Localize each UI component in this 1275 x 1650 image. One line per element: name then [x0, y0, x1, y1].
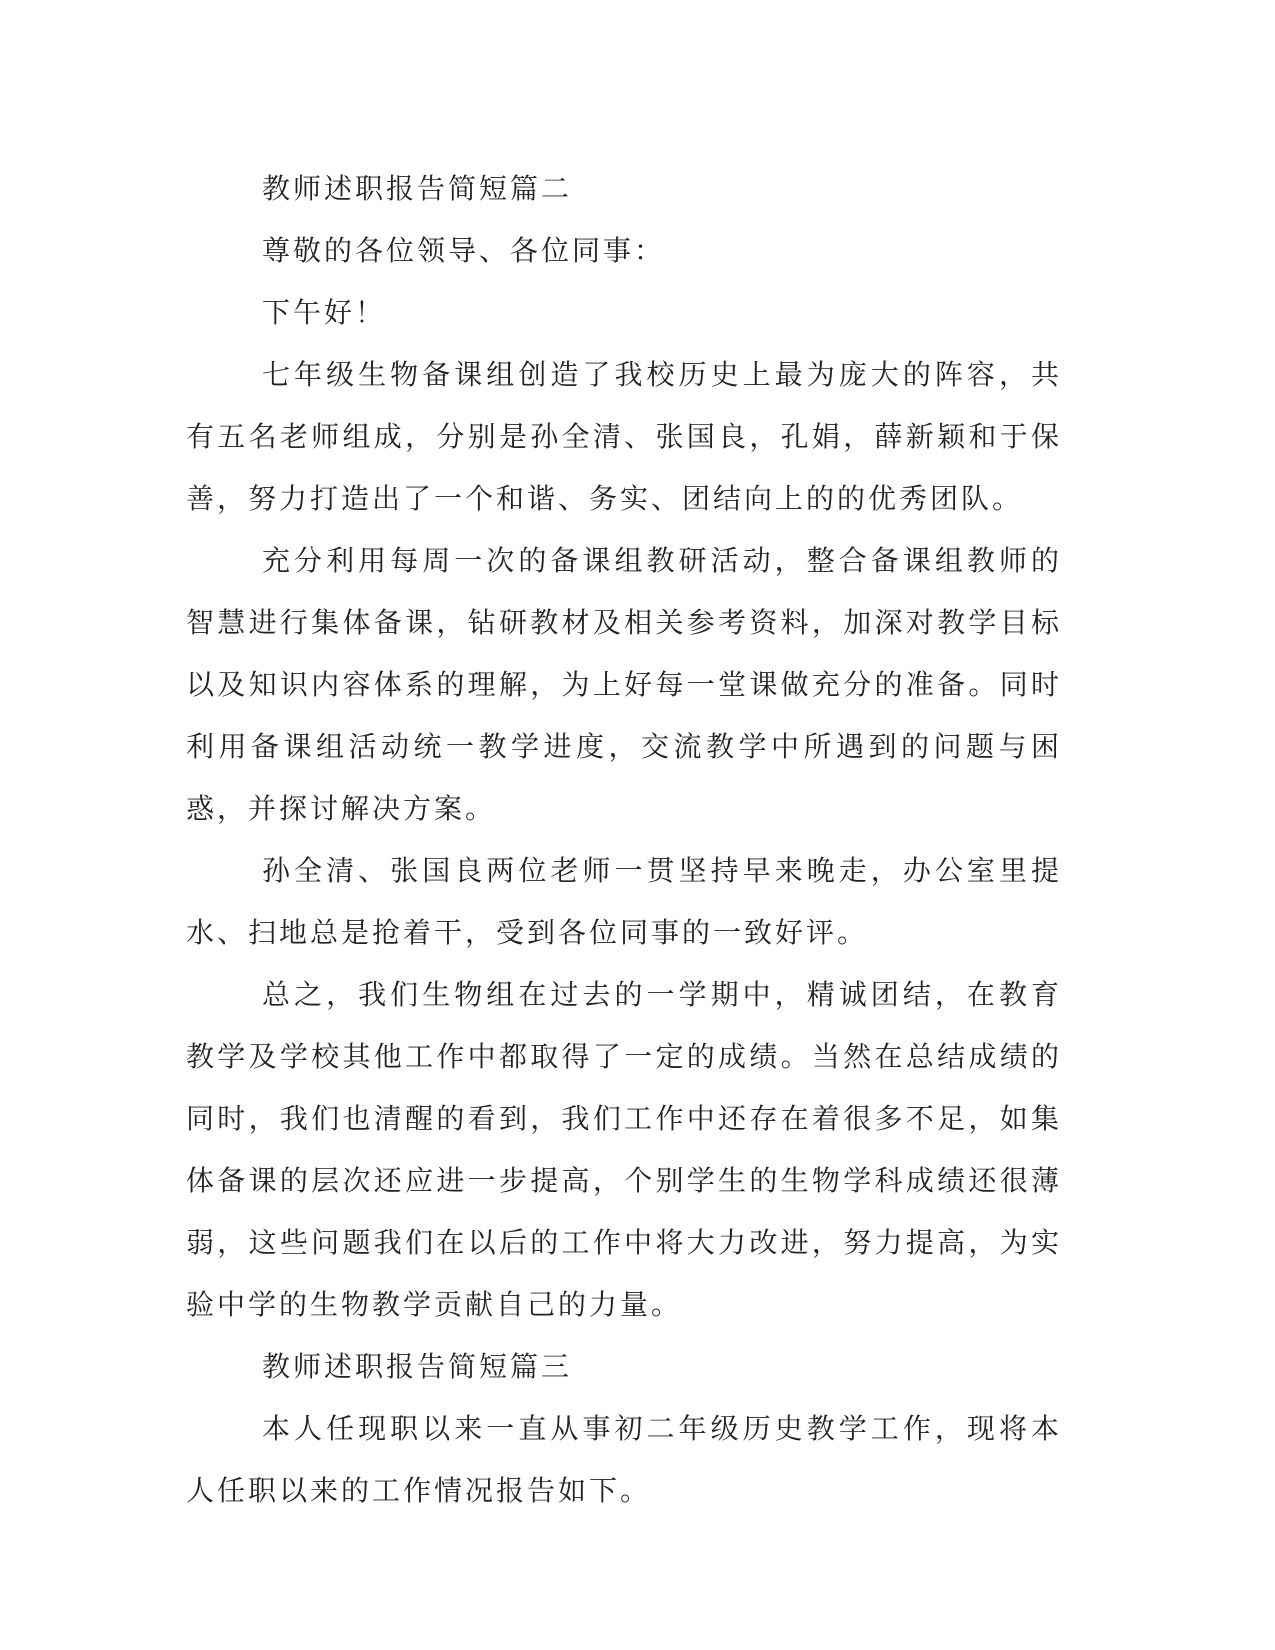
paragraph-report-intro: 本人任现职以来一直从事初二年级历史教学工作，现将本人任职以来的工作情况报告如下。	[186, 1412, 1062, 1507]
document-body	[186, 158, 1062, 1522]
paragraph-team-intro: 七年级生物备课组创造了我校历史上最为庞大的阵容，共有五名老师组成，分别是孙全清、张国良，孔娟，薛新颖和于保善，努力打造出了一个和谐、务实、团结向上的的优秀团队。	[186, 358, 1062, 515]
section-heading: 教师述职报告简短篇二	[262, 172, 573, 205]
paragraph-lesson-prep: 充分利用每周一次的备课组教研活动，整合备课组教师的智慧进行集体备课，钻研教材及相关参考资料，加深对教学目标以及知识内容体系的理解，为上好每一堂课做充分的准备。同时利用备课组活动统一教学进度，交流教学中所遇到的问题与困惑，并探讨解决方案。	[186, 544, 1062, 825]
paragraph-teachers-praise: 孙全清、张国良两位老师一贯坚持早来晚走，办公室里提水、扫地总是抢着干，受到各位同事的一致好评。	[186, 854, 1062, 949]
paragraph-summary: 总之，我们生物组在过去的一学期中，精诚团结，在教育教学及学校其他工作中都取得了一定的成绩。当然在总结成绩的同时，我们也清醒的看到，我们工作中还存在着很多不足，如集体备课的层次还应进一步提高，个别学生的生物学科成绩还很薄弱，这些问题我们在以后的工作中将大力改进，努力提高，为实验中学的生物教学贡献自己的力量。	[186, 978, 1062, 1321]
greeting: 下午好！	[262, 296, 387, 329]
section-heading: 教师述职报告简短篇三	[262, 1350, 573, 1383]
salutation: 尊敬的各位领导、各位同事：	[262, 234, 666, 267]
